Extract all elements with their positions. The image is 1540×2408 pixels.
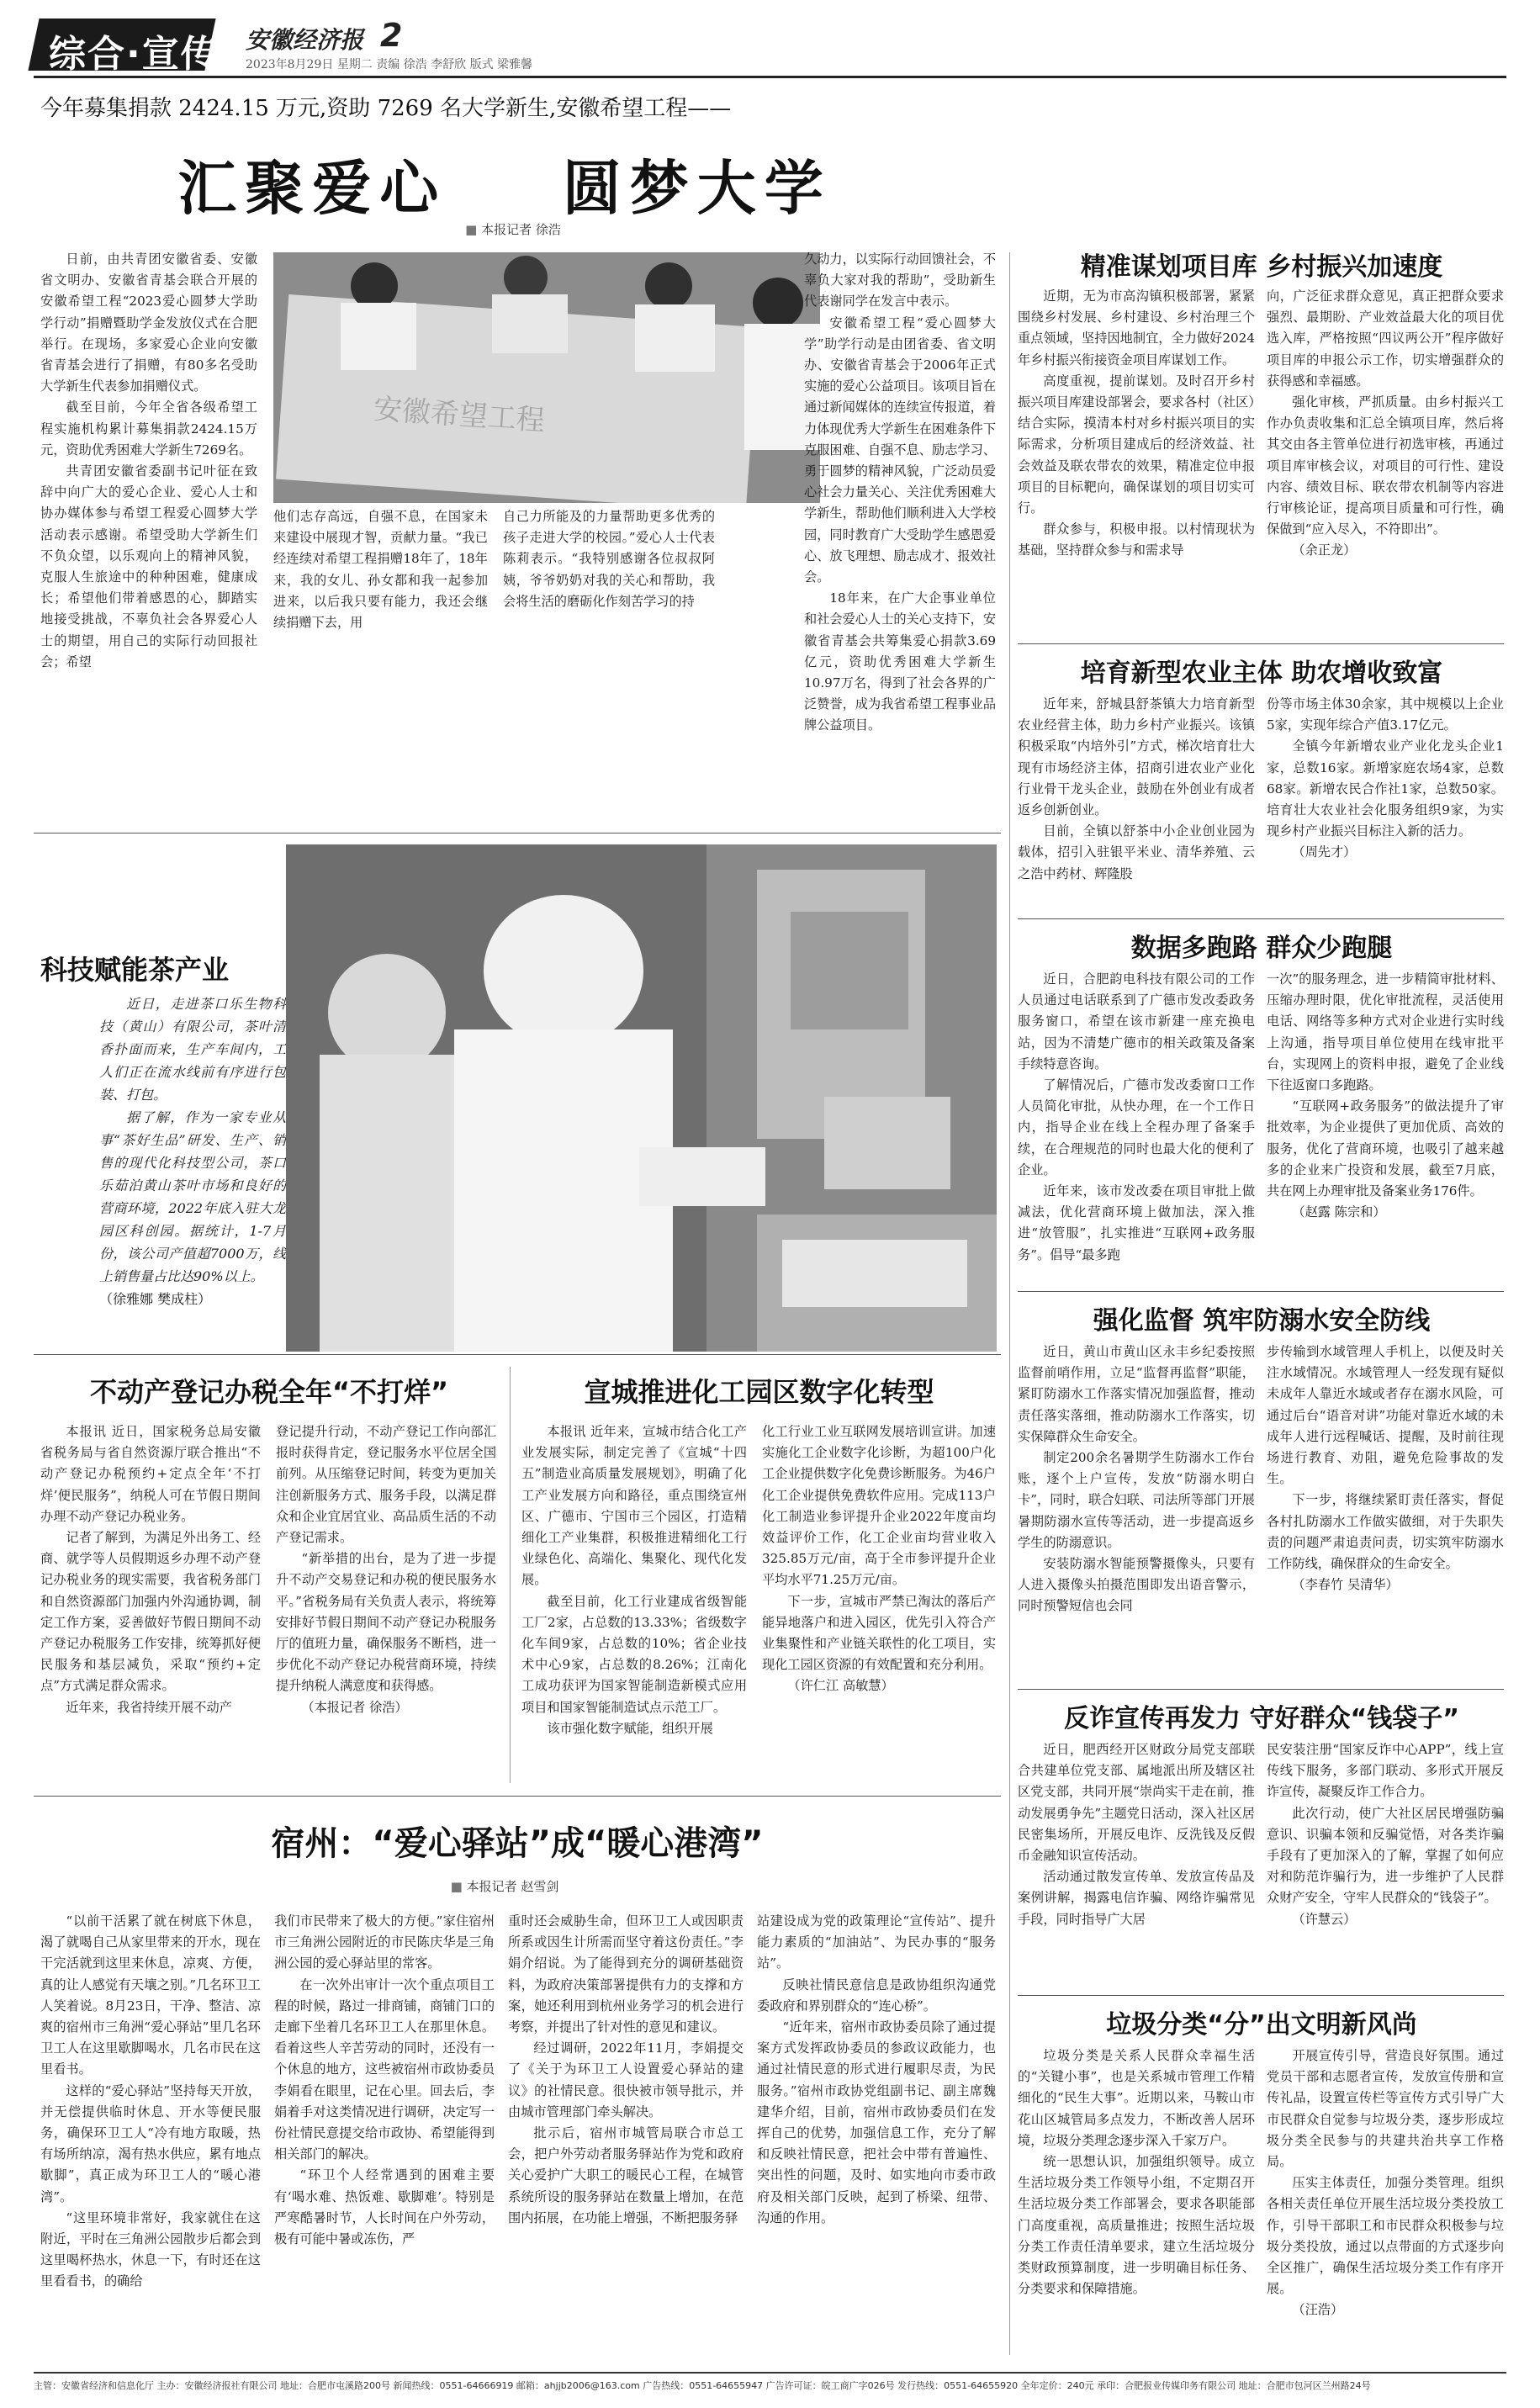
paragraph: “互联网+政务服务”的做法提升了审批效率，为企业提供了更加优质、高效的服务，优化了营商环境，也吸引了越来越多的企业来广投资和发展，截至7月底，共在网上办理审批及备案业务176件。: [1267, 1098, 1504, 1199]
r5-column-2: [1267, 1739, 1504, 1930]
paragraph: 化工行业工业互联网发展培训宣讲。加速实施化工企业数字化诊断，为超100户化工企业提供数字化免费诊断服务。为46户化工企业提供免费软件应用。完成113户化工制造业参评提升企业2022年度亩均效益评价工作，化工企业亩均营业收入325.85万元/亩，高于全市参评提升企业平均水平71.25万元/亩。: [762, 1424, 996, 1588]
paragraph: 在一次外出审计一次个重点项目工程的时候，路过一排商铺，商铺门口的走廊下坐着几名环卫工人在那里休息。看着这些人辛苦劳动的同时，还没有一个休息的地方，这些被宿州市政协委员李娟看在眼里，记在心里。回去后，李娟着手对这类情况进行调研，决定写一份社情民意提交给市政协、希望能得到相关部门的解决。: [274, 1977, 495, 2162]
r1-title: 精准谋划项目库 乡村振兴加速度: [1080, 252, 1443, 282]
column-divider: [510, 1367, 511, 1783]
paragraph: 本报讯 近年来，宣城市结合化工产业发展实际，制定完善了《宣城“十四五”制造业高质量发展规划》，明确了化工产业发展方向和路径，重点围绕宣州区、广德市、宁国市三个园区，打造精细化工产业集群，积极推进精细化工行业绿色化、高端化、集聚化、现代化发展。: [521, 1424, 747, 1588]
paragraph: “这里环境非常好，我家就住在这附近，平时在三角洲公园散步后都会到这里喝杯热水，休息一下，有时还在这里看看书，的确给: [40, 2210, 261, 2289]
paragraph: 日前，由共青团安徽省委、安徽省文明办、安徽省青基会联合开展的安徽希望工程“2023爱心圆梦大学助学行动”捐赠暨助学金发放仪式在合肥举行。在现场，多家爱心企业向安徽省青基会进行了捐赠，有80多名受助大学新生代表参加捐赠仪式。: [40, 251, 257, 394]
paragraph: 份等市场主体30余家，其中规模以上企业5家，实现年综合产值3.17亿元。: [1267, 696, 1504, 733]
paragraph: 近日，合肥韵电科技有限公司的工作人员通过电话联系到了广德市发改委政务服务窗口，希望在该市新建一座充换电站，因为不清楚广德市的相关政策及备案手续特意咨询。: [1018, 971, 1255, 1072]
lead-kicker: 今年募集捐款 2424.15 万元,资助 7269 名大学新生,安徽希望工程——: [40, 96, 732, 121]
paragraph: 统一思想认识，加强组织领导。成立生活垃圾分类工作领导小组，不定期召开生活垃圾分类工作部署会，要求各职能部门高度重视，高质量推进；按照生活垃圾分类工作责任清单要求，建立生活垃圾分类财政预算制度，进一步明确目标任务、分类要求和保障措施。: [1018, 2154, 1255, 2297]
suzhou-column-4: [757, 1911, 996, 2229]
credit: （余正龙）: [1292, 542, 1357, 558]
paragraph: 安装防溺水智能预警摄像头，只要有人进入摄像头拍摄范围即发出语音警示，同时预警短信也会同: [1018, 1556, 1255, 1614]
paragraph: 近年来，我省持续开展不动产: [66, 1699, 232, 1715]
r6-column-1: [1018, 2045, 1255, 2300]
paragraph: 近日，黄山市黄山区永丰乡纪委按照监督前哨作用，立足“监督再监督”职能，紧盯防溺水工作落实情况加强监督，推动责任落实落细，推动防溺水工作落实，切实保障群众生命安全。: [1018, 1344, 1255, 1444]
masthead-rule: [34, 76, 1506, 78]
paragraph: “环卫个人经常遇到的困难主要有‘喝水难、热饭难、歇脚难’。特别是严寒酷暑时节，人长时间在户外劳动，极有可能中暑或冻伤，严: [274, 2167, 495, 2247]
paragraph: 全镇今年新增农业产业化龙头企业1家，总数16家。新增家庭农场4家，总数68家。新增农民合作社1家，总数50家。培育壮大农业社会化服务组织9家，为实现乡村产业振兴目标注入新的活力。: [1267, 738, 1504, 839]
paragraph: 登记提升行动，不动产登记工作向部汇报时获得肯定，登记服务水平位居全国前列。从压缩登记时间，转变为更加关注创新服务方式、服务手段，以满足群众和企业宜居宜业、高品质生活的不动产登记需求。: [276, 1424, 496, 1546]
r3-column-1: [1018, 969, 1255, 1266]
paragraph: 共青团安徽省委副书记叶征在致辞中向广大的爱心企业、爱心人士和协办媒体参与希望工程爱心圆梦大学活动表示感谢。希望受助大学新生们不负众望，以乐观向上的精神风貌，克服人生旅途中的种种困难，健康成长；希望他们带着感恩的心，脚踏实地接受挑战，不辜负社会各界爱心人士的期望，用自己的实际行动回报社会；希望: [40, 463, 257, 669]
paragraph: 记者了解到，为满足外出务工、经商、就学等人员假期返乡办理不动产登记办税业务的现实需要，我省税务部门和自然资源部门加强内外沟通协调，制定工作方案，妥善做好节假日期间不动产登记办税服务工作安排，统筹抓好便民服务和基层减负，采取“预约+定点”方式满足群众需求。: [40, 1530, 261, 1694]
lead-column-4: [730, 249, 996, 737]
column-divider: [1009, 252, 1010, 2355]
r2-title: 培育新型农业主体 助农增收致富: [1080, 659, 1443, 688]
paragraph: “近年来，宿州市政协委员除了通过提案方式发挥政协委员的参政议政能力，也通过社情民意的形式进行履职尽责，为民服务。”宿州市政协党组副书记、副主席魏建华介绍，目前，宿州市政协委员们在发挥自己的优势，加强信息工作，充分了解和反映社情民意，把社会中带有普遍性、突出性的问题，及时、如实地向市委市政府及相关部门反映，起到了桥梁、纽带、沟通的作用。: [757, 2019, 996, 2225]
paragraph: 我们市民带来了极大的方便。”家住宿州市三角洲公园附近的市民陈庆华是三角洲公园的爱心驿站里的常客。: [274, 1913, 495, 1971]
lead-title: 汇聚爱心 圆梦大学: [177, 153, 832, 223]
section-divider: [1018, 643, 1504, 644]
r3-column-2: [1267, 969, 1504, 1223]
r6-title: 垃圾分类“分”出文明新风尚: [1106, 2010, 1417, 2040]
lead-column-3: [503, 506, 715, 612]
section-divider: [1018, 1995, 1504, 1996]
paragraph: 目前，全镇以舒茶中小企业创业园为载体，招引入驻银平米业、清华养殖、云之浩中药材、辉隆股: [1018, 823, 1255, 881]
paragraph: 他们志存高远，自强不息，在国家未来建设中展现才智，贡献力量。“我已经连续对希望工程捐赠18年了，18年来，我的女儿、孙女都和我一起参加进来，以后我只要有能力，我还会继续捐赠下去，用: [273, 509, 488, 631]
r4-column-2: [1267, 1342, 1504, 1596]
paragraph: 该市强化数字赋能，组织开展: [547, 1720, 713, 1736]
page-number: 2: [380, 17, 403, 54]
suzhou-column-2: [274, 1911, 495, 2250]
masthead-info: 2023年8月29日 星期二 责编 徐浩 李舒欣 版式 梁雅馨: [246, 58, 533, 71]
paragraph: 高度重视，提前谋划。及时召开乡村振兴项目库建设部署会，要求各村（社区）结合实际，摸清本村对乡村振兴项目的实际需求，分析项目建成后的经济效益、社会效益及联农带农的效果，精准定位申报项目的目标靶向，确保谋划的项目切实可行。: [1018, 373, 1255, 516]
paragraph: 此次行动，使广大社区居民增强防骗意识、识骗本领和反骗觉悟，对各类诈骗手段有了更加深入的了解，掌握了如何应对和防范诈骗行为，进一步维护了人民群众财产安全，守牢人民群众的“钱袋子”。: [1267, 1805, 1504, 1906]
paragraph: 近年来，舒城县舒茶镇大力培育新型农业经营主体，助力乡村产业振兴。该镇积极采取“内培外引”方式，梯次培育壮大现有市场经济主体，招商引进农业产业化行业骨干龙头企业，鼓励在外创业有成者返乡创新创业。: [1018, 696, 1255, 818]
paragraph: 自己力所能及的力量帮助更多优秀的孩子走进大学的校园。”爱心人士代表陈莉表示。“我特别感谢各位叔叔阿姨，爷爷奶奶对我的关心和帮助，我会将生活的磨砺化作刻苦学习的持: [503, 509, 715, 609]
paragraph: 安徽希望工程“爱心圆梦大学”助学行动是由团省委、省文明办、安徽省青基会于2006年正式实施的爱心公益项目。该项目旨在通过新闻媒体的连续宣传报道，着力体现优秀大学新生在困难条件下克服困难、自强不息、励志学习、勇于圆梦的精神风貌，广泛动员爱心社会力量关心、关注优秀困难大学新生，帮助他们顺利进入大学校园，同时教育广大受助学生感恩爱心、放飞理想、励志成才、报效社会。: [804, 315, 996, 585]
credit: （徐雅娜 樊成柱）: [99, 1291, 212, 1307]
credit: （汪浩）: [1292, 2302, 1344, 2318]
tea-packaging-line-image: [286, 844, 997, 1352]
section-divider: [1018, 1291, 1504, 1292]
paragraph: 下一步，宣城市严禁已淘汰的落后产能异地落户和进入园区，优先引入符合产业集聚性和产业链关联性的化工项目，实现化工园区资源的有效配置和充分利用。: [762, 1593, 996, 1673]
xuancheng-column-1: [521, 1421, 747, 1739]
credit: （许慧云）: [1292, 1911, 1357, 1927]
paragraph: 了解情况后，广德市发改委窗口工作人员简化审批，从快办理，在一个工作日内，指导企业在线上全程办理了备案手续，在合理规范的同时也最大化的便利了企业。: [1018, 1077, 1255, 1178]
credit: （李春竹 吴清华）: [1292, 1577, 1399, 1593]
section-divider: [1018, 1689, 1504, 1690]
tax-title: 不动产登记办税全年“不打烊”: [89, 1376, 449, 1408]
xuancheng-column-2: [762, 1421, 996, 1697]
paragraph: 近年来，该市发改委在项目审批上做减法，优化营商环境上做加法，深入推进“放管服”，扎实推进“互联网+政务服务”。倡导“最多跑: [1018, 1183, 1255, 1262]
r5-title: 反诈宣传再发力 守好群众“钱袋子”: [1064, 1704, 1459, 1733]
paragraph: 18年来，在广大企事业单位和社会爱心人士的关心支持下，安徽省青基会共筹集爱心捐款3.69亿元，资助优秀困难大学新生10.97万名，得到了社会各界的广泛赞誉，成为我省希望工程事业品牌公益项目。: [804, 590, 996, 733]
paragraph: 垃圾分类是关系人民群众幸福生活的“关键小事”，也是关系城市管理工作精细化的“民生大事”。近期以来，马鞍山市花山区城管局多点发力，不断改善人居环境，垃圾分类理念逐步深入千家万户。: [1018, 2048, 1255, 2148]
footer-imprint: 主管：安徽省经济和信息化厅 主办：安徽经济报社有限公司 地址：合肥市屯溪路200号 新闻热线：0551-64666919 邮箱：ahjjb2006@163.com 广告热线：0551-64655947 广告许可证：皖工商广字026号 发行热线：0551-64655920 全年定价：240元 承印：合肥报业传媒印务有限公司 地址：合肥市包河区兰州路24号: [34, 2380, 1371, 2391]
r3-title: 数据多跑路 群众少跑腿: [1130, 934, 1393, 963]
r4-column-1: [1018, 1342, 1255, 1617]
paragraph: 群众参与，积极申报。以村情现状为基础，坚持群众参与和需求导: [1018, 521, 1255, 558]
paragraph: 经过调研，2022年11月，李娟提交了《关于为环卫工人设置爱心驿站的建议》的社情民意。很快被市领导批示，并由城市管理部门牵头解决。: [508, 2040, 744, 2120]
tea-body: [99, 992, 286, 1310]
paragraph: 压实主体责任，加强分类管理。组织各相关责任单位开展生活垃圾分类投放工作，引导干部职工和市民群众积极参与垃圾分类投放，通过以点带面的方式逐步向全区推广，确保生活垃圾分类工作有序开展。: [1267, 2175, 1504, 2297]
paragraph: 向，广泛征求群众意见，真正把群众要求强烈、最期盼、产业效益最大化的项目优选入库，严格按照“四议两公开”程序做好项目库的申报公示工作，切实增强群众的获得感和幸福感。: [1267, 288, 1504, 389]
suzhou-column-1: [40, 1911, 261, 2293]
paragraph: 重时还会威胁生命，但环卫工人或因职责所系或因生计所需而坚守着这份责任。”李娟介绍说。为了能得到充分的调研基础资料，为政府决策部署提供有力的支撑和方案，她还利用到杭州业务学习的机会进行考察，并提出了针对性的意见和建议。: [508, 1913, 744, 2035]
paragraph: 截至目前，今年全省各级希望工程实施机构累计募集捐款2424.15万元，资助优秀困难大学新生7269名。: [40, 400, 257, 458]
section-divider: [34, 1796, 1001, 1797]
paragraph: 近日，走进茶口乐生物科技（黄山）有限公司，茶叶清香扑面而来，生产车间内，工人们正在流水线前有序进行包装、打包。: [99, 996, 286, 1103]
paragraph: 批示后，宿州市城管局联合市总工会，把户外劳动者服务驿站作为党和政府关心爱护广大职工的暖民心工程，在城管系统所设的服务驿站在数量上增加，在范围内拓展，在功能上增强，不断把服务驿: [508, 2125, 744, 2225]
paragraph: 本报讯 近日，国家税务总局安徽省税务局与省自然资源厅联合推出“不动产登记办税预约+定点全年‘不打烊’便民服务”，纳税人可在节假日期间办理不动产登记办税业务。: [40, 1424, 261, 1524]
credit: （许仁江 高敏慧）: [787, 1678, 894, 1694]
paragraph: 下一步，将继续紧盯责任落实，督促各村扎防溺水工作做实做细，对于失职失责的问题严肃追责问责，切实筑牢防溺水工作防线，确保群众的生命安全。: [1267, 1492, 1504, 1572]
lead-byline: ■ 本报记者 徐浩: [421, 220, 606, 238]
r4-title: 强化监督 筑牢防溺水安全防线: [1093, 1306, 1431, 1336]
section-divider: [34, 1354, 1001, 1355]
section-title: 综合·宣传: [49, 33, 220, 76]
paragraph: 久动力，以实际行动回馈社会，不辜负大家对我的帮助”，受助新生代表谢同学在发言中表示。: [804, 251, 996, 310]
paragraph: 民安装注册“国家反诈中心APP”，线上宣传线下服务，多部门联动、多形式开展反诈宣传，凝聚反诈工作合力。: [1267, 1742, 1504, 1800]
paragraph: 步传输到水域管理人手机上，以便及时关注水域情况。水域管理人一经发现有疑似未成年人靠近水域或者存在溺水风险，可通过后台“语音对讲”功能对靠近水域的未成年人进行远程喊话、提醒，及时前往现场进行教育、劝阻，避免危险事故的发生。: [1267, 1344, 1504, 1487]
tax-column-1: [40, 1421, 261, 1718]
paragraph: “以前干活累了就在树底下休息，渴了就喝自己从家里带来的开水，现在干完活就到这里来休息，凉爽、方便，真的让人感觉有天壤之别。”几名环卫工人笑着说。8月23日，干净、整洁、凉爽的宿州市三角洲“爱心驿站”里几名环卫工人在这里歇脚喝水，几名市民在这里看书。: [40, 1913, 261, 2077]
paragraph: 活动通过散发宣传单、发放宣传品及案例讲解，揭露电信诈骗、网络诈骗常见手段，同时指导广大居: [1018, 1869, 1255, 1927]
paragraph: 站建设成为党的政策理论“宣传站”、提升能力素质的“加油站”、为民办事的“服务站”。: [757, 1913, 996, 1971]
suzhou-byline: ■ 本报记者 赵雪剑: [404, 1877, 606, 1895]
paragraph: 开展宣传引导，营造良好氛围。通过党员干部和志愿者宣传，发放宣传册和宣传礼品，设置宣传栏等宣传方式引导广大市民群众自觉参与垃圾分类，逐步形成垃圾分类全民参与的共建共治共享工作格局。: [1267, 2048, 1504, 2170]
tea-title: 科技赋能茶产业: [40, 954, 230, 986]
r5-column-1: [1018, 1739, 1255, 1930]
paragraph: 制定200余名暑期学生防溺水工作台账，逐个上户宣传，发放“防溺水明白卡”，同时，联合妇联、司法所等部门开展暑期防溺水宣传等活动，进一步提高返乡学生的防溺意识。: [1018, 1450, 1255, 1550]
r2-column-1: [1018, 694, 1255, 885]
paper-name: 安徽经济报: [246, 26, 364, 54]
xuancheng-title: 宣城推进化工园区数字化转型: [584, 1376, 934, 1408]
paragraph: 反映社情民意信息是政协组织沟通党委政府和界别群众的“连心桥”。: [757, 1977, 996, 2014]
lead-column-2: [273, 506, 488, 633]
credit: （本报记者 徐浩）: [301, 1699, 408, 1715]
credit: （周先才）: [1292, 844, 1357, 860]
paragraph: 这样的“爱心驿站”坚持每天开放，并无偿提供临时休息、开水等便民服务，确保环卫工人“冷有地方取暖，热有场所纳凉，渴有热水供应，累有地点歇脚”，真正成为环卫工人的“暖心港湾”。: [40, 2083, 261, 2204]
paragraph: 强化审核，严抓质量。由乡村振兴工作办负责收集和汇总全镇项目库，然后将其交由各主管单位进行初选审核，再通过项目库审核会议，对项目的可行性、建设内容、绩效目标、联农带农机制等内容进行审核论证，提高项目质量和可行性，确保做到“应入尽入，不符即出”。: [1267, 394, 1504, 537]
suzhou-column-3: [508, 1911, 744, 2229]
lead-column-1: [40, 249, 257, 673]
paragraph: 近期，无为市高沟镇积极部署，紧紧围绕乡村发展、乡村建设、乡村治理三个重点领域，坚持因地制宜，全力做好2024年乡村振兴衔接资金项目库谋划工作。: [1018, 288, 1255, 368]
paragraph: 截至目前，化工行业建成省级智能工厂2家，占总数的13.33%；省级数字化车间9家，占总数的10%；省企业技术中心9家，占总数的8.26%；江南化工成功获评为国家智能制造新模式应用项目和国家智能制造试点示范工厂。: [521, 1593, 747, 1715]
paragraph: 一次”的服务理念，进一步精简审批材料、压缩办理时限，优化审批流程，灵活使用电话、网络等多种方式对企业进行实时线上沟通，指导项目单位使用在线审批平台，实现网上的资料申报，避免了企业线下往返窗口多跑路。: [1267, 971, 1504, 1093]
suzhou-title: 宿州：“爱心驿站”成“暖心港湾”: [271, 1824, 764, 1863]
paragraph: “新举措的出台，是为了进一步提升不动产交易登记和办税的便民服务水平。”省税务局有关负责人表示，将统筹安排好节假日期间不动产登记办税服务厅的值班力量，确保服务不断档，进一步优化不动产登记办税营商环境，持续提升纳税人满意度和获得感。: [276, 1551, 496, 1694]
r1-column-1: [1018, 286, 1255, 562]
r6-column-2: [1267, 2045, 1504, 2321]
footer-rule: [34, 2372, 1506, 2374]
svg-text:安徽希望工程: 安徽希望工程: [372, 392, 547, 438]
paragraph: 据了解，作为一家专业从事“茶好生品”研发、生产、销售的现代化科技型公司，茶口乐茹泊黄山茶叶市场和良好的营商环境，2022年底入驻大龙园区科创园。据统计，1-7月份，该公司产值超7000万，线上销售量占比达90%以上。: [99, 1109, 286, 1284]
r2-column-2: [1267, 694, 1504, 864]
factory-photo: [286, 844, 997, 1352]
credit: （赵露 陈宗和）: [1292, 1204, 1386, 1220]
tax-column-2: [276, 1421, 496, 1718]
section-divider: [1018, 918, 1504, 919]
paragraph: 近日，肥西经开区财政分局党支部联合共建单位党支部、属地派出所及辖区社区党支部，共同开展“崇尚实干走在前，推动发展勇争先”主题党日活动，深入社区居民密集场所，开展反电诈、反洗钱及反假币金融知识宣传活动。: [1018, 1742, 1255, 1864]
section-divider: [34, 833, 1001, 834]
r1-column-2: [1267, 286, 1504, 562]
